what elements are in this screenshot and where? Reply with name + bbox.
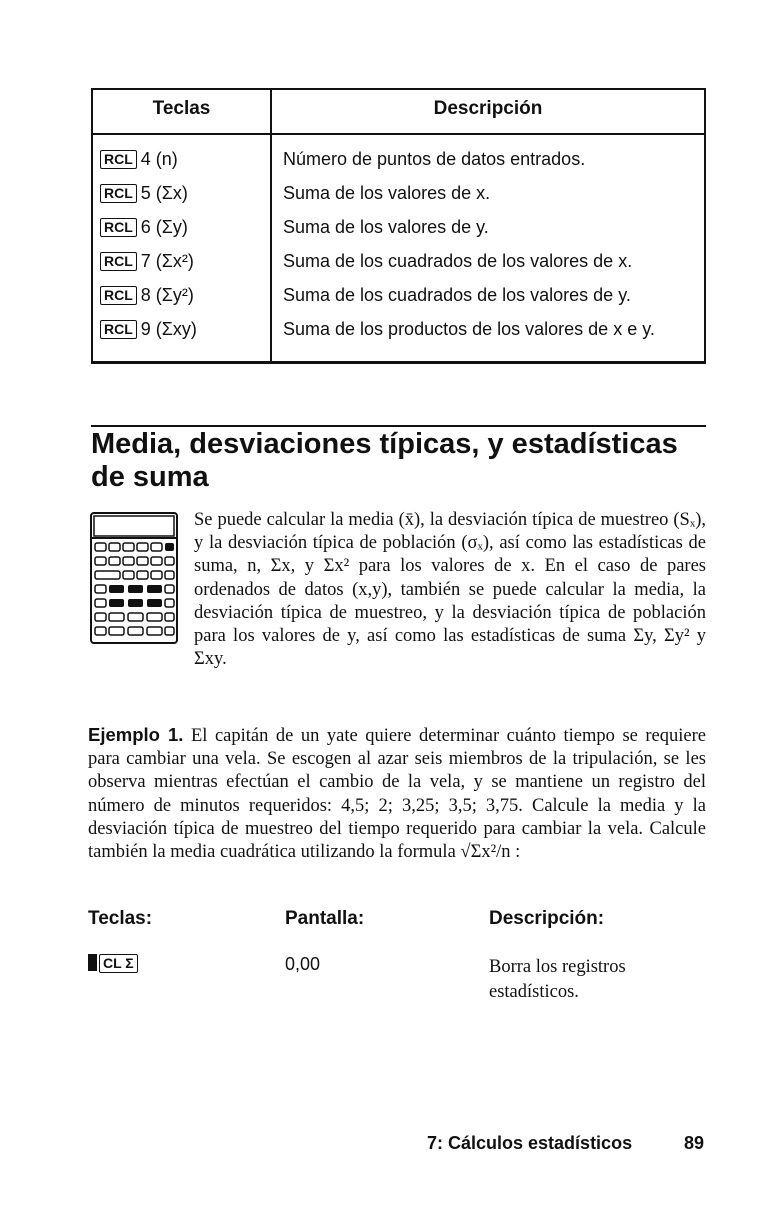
register-description: Suma de los productos de los valores de x e y.: [283, 319, 655, 339]
shift-key-icon: [88, 954, 97, 971]
register-label: 4 (n): [140, 149, 178, 169]
example-lead: Ejemplo 1.: [88, 724, 184, 745]
register-label: 9 (Σxy): [140, 319, 197, 339]
rcl-key-icon: RCL: [100, 150, 137, 169]
rcl-key-icon: RCL: [100, 320, 137, 339]
register-description: Número de puntos de datos entrados.: [283, 149, 586, 169]
table-row: [93, 282, 704, 316]
table-row: [93, 180, 704, 214]
keystroke-description: Borra los registros estadísticos.: [489, 957, 626, 1002]
table-row: [93, 316, 704, 350]
rcl-key-icon: RCL: [100, 184, 137, 203]
rcl-key-icon: RCL: [100, 252, 137, 271]
register-description: Suma de los valores de x.: [283, 183, 491, 203]
register-table: [91, 88, 706, 364]
example-text: El capitán de un yate quiere determinar cuánto tiempo se requiere para cambiar una vela. Se escogen al azar seis miembros de la tripulación, se les observa mientras efectúan el cambio de la vela, y se mantiene un registro del número de minutos requeridos: 4,5; 2; 3,25; 3,5; 3,75. Calcule la media y la desviación típica de muestreo del tiempo requerido para cambiar la vela. Calcule también la media cuadrática utilizando la formula √Σx²/n :: [88, 726, 706, 863]
col-header-display: Pantalla:: [285, 908, 365, 929]
register-label: 7 (Σx²): [140, 251, 194, 271]
page-number: 89: [684, 1133, 705, 1153]
intro-paragraph: Se puede calcular la media (x̄), la desviación típica de muestreo (Sₓ), y la desviación típica de población (σₓ), así como las estadísticas de suma, n, Σx, y Σx² para los valores de x. En el caso de pares ordenados de datos (x,y), también se puede calcular la media, la desviación típica de muestreo, y la desviación típica de población para los valores de y, así como las estadísticas de suma Σy, Σy² y Σxy.: [194, 510, 706, 670]
table-header-description: Descripción: [433, 98, 543, 119]
table-row: [93, 146, 704, 180]
register-description: Suma de los cuadrados de los valores de x.: [283, 251, 633, 271]
footer-chapter: 7: Cálculos estadísticos: [427, 1133, 633, 1153]
register-label: 6 (Σy): [140, 217, 188, 237]
rcl-key-icon: RCL: [100, 286, 137, 305]
section-title: Media, desviaciones típicas, y estadísticas de suma: [91, 428, 678, 493]
section-rule: [91, 425, 706, 427]
register-label: 5 (Σx): [140, 183, 188, 203]
header-divider: [93, 133, 704, 135]
table-row: [93, 248, 704, 282]
keystroke-keys: [88, 954, 142, 974]
register-description: Suma de los cuadrados de los valores de y.: [283, 285, 631, 305]
display-value: 0,00: [285, 954, 321, 974]
col-header-description: Descripción:: [489, 908, 605, 929]
rcl-key-icon: RCL: [100, 218, 137, 237]
clear-stats-key-icon: CL Σ: [99, 954, 138, 973]
example-paragraph: [88, 723, 706, 864]
register-description: Suma de los valores de y.: [283, 217, 489, 237]
col-header-keys: Teclas:: [88, 908, 153, 929]
register-label: 8 (Σy²): [140, 285, 194, 305]
table-row: [93, 214, 704, 248]
table-header-keys: Teclas: [152, 98, 211, 119]
calculator-keyboard-icon: [90, 512, 178, 646]
